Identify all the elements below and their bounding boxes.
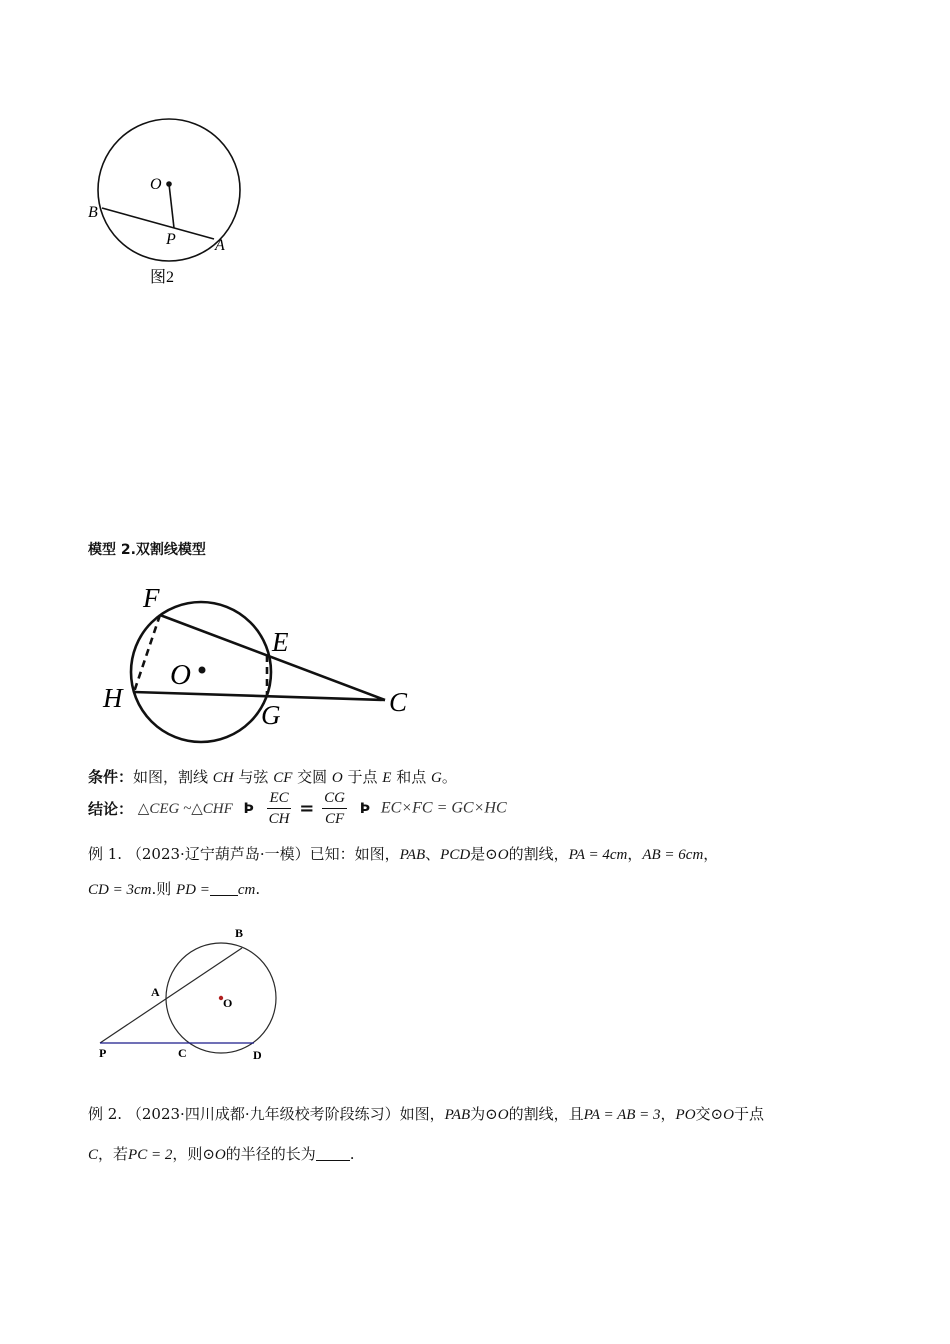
example1-end: . <box>255 880 261 898</box>
example1-o: O <box>497 847 509 863</box>
condition-text-2: 与弦 <box>233 768 274 786</box>
conclusion-similarity: △CEG ~△CHF <box>137 801 233 817</box>
example2-text-2: 的割线，且 <box>508 1105 584 1123</box>
ds-line-hc <box>134 692 385 700</box>
example2-pab: PAB <box>444 1107 471 1123</box>
ds-label-h: H <box>103 683 123 713</box>
example1-pab: PAB <box>399 847 426 863</box>
fig2-caption: 图2 <box>150 269 175 286</box>
condition-e: E <box>382 770 392 786</box>
conclusion-implies-1: Þ <box>243 800 254 817</box>
ds-label-g: G <box>261 700 281 730</box>
ex1-label-a: A <box>151 985 160 999</box>
example2-prefix: 例 2. <box>88 1105 123 1123</box>
example1-figure <box>95 922 295 1067</box>
ex1-label-c: C <box>178 1046 187 1060</box>
double-secant-figure <box>95 578 425 750</box>
ex1-label-p: P <box>99 1046 107 1060</box>
fig2-label-p: P <box>166 231 176 248</box>
example1-pd: PD = <box>176 882 210 898</box>
conclusion-equals: = <box>299 798 315 819</box>
example1-line1 <box>88 843 718 864</box>
fig2-segment-op <box>169 184 174 228</box>
ex1-label-d: D <box>253 1048 262 1062</box>
example1-sep: 、 <box>425 845 441 863</box>
conclusion-label: 结论： <box>88 800 134 818</box>
condition-text-1: 如图，割线 <box>133 768 213 786</box>
example2-text-6: ，则⊙ <box>172 1145 215 1163</box>
conclusion-product: EC×FC = GC×HC <box>380 799 507 817</box>
example1-text-1: 是⊙ <box>470 845 498 863</box>
fraction-2-denominator: CF <box>324 811 345 827</box>
condition-text-6: 。 <box>441 768 457 786</box>
example1-prefix: 例 1. <box>88 845 123 863</box>
model2-heading: 模型 2.双割线模型 <box>88 542 206 558</box>
fraction-2-numerator: CG <box>322 788 347 809</box>
example1-text-2: 的割线， <box>508 845 569 863</box>
condition-label: 条件： <box>88 768 134 786</box>
ex1-label-o: O <box>223 996 233 1010</box>
example1-comma-2: ， <box>703 845 719 863</box>
example2-pc: PC = 2 <box>128 1147 173 1163</box>
example2-o-3: O <box>214 1147 226 1163</box>
fig2-center-dot <box>166 181 172 187</box>
conclusion-fraction-2 <box>322 788 347 829</box>
ds-label-c: C <box>389 687 408 717</box>
ex1-label-b: B <box>235 926 244 940</box>
example2-pa-ab: PA = AB = 3 <box>583 1107 661 1123</box>
example1-pa: PA = 4cm <box>568 847 628 863</box>
condition-cf: CF <box>273 770 293 786</box>
example2-o-2: O <box>723 1107 734 1123</box>
fig2-label-o: O <box>150 176 162 193</box>
example2-text-1: 为⊙ <box>470 1105 498 1123</box>
condition-ch: CH <box>212 770 234 786</box>
example2-o-1: O <box>497 1107 509 1123</box>
ex1-secant-pb <box>100 948 242 1043</box>
example2-text-7: 的半径的长为 <box>225 1145 316 1163</box>
example2-text-5: ，若 <box>98 1145 129 1163</box>
conclusion-implies-2: Þ <box>359 800 371 817</box>
example2-po: PO <box>675 1107 696 1123</box>
example2-end: . <box>349 1145 355 1163</box>
fig2-chord-ab <box>102 208 214 239</box>
fraction-1-denominator: CH <box>268 811 290 827</box>
example2-c: C <box>88 1147 99 1163</box>
model2-condition <box>88 766 457 787</box>
ds-label-f: F <box>143 583 160 613</box>
condition-text-3: 交圆 <box>292 768 332 786</box>
ds-label-o: O <box>170 659 191 691</box>
ds-label-e: E <box>272 627 289 657</box>
conclusion-fraction-1 <box>267 788 292 829</box>
fig2-label-a: A <box>215 237 225 254</box>
example1-comma-1: ， <box>627 845 643 863</box>
ds-center-dot <box>199 667 206 674</box>
example1-unit: cm <box>237 882 256 898</box>
example1-ab: AB = 6cm <box>642 847 704 863</box>
example2-line2 <box>88 1143 355 1164</box>
example1-cd: CD = 3cm <box>88 882 152 898</box>
condition-o: O <box>331 770 343 786</box>
fig2-label-b: B <box>88 204 98 221</box>
example2-comma: ， <box>660 1105 676 1123</box>
model2-conclusion <box>88 788 507 829</box>
figure-2 <box>80 105 260 295</box>
example2-source: （2023·四川成都·九年级校考阶段练习）如图， <box>126 1105 445 1123</box>
condition-g: G <box>431 770 442 786</box>
example2-line1 <box>88 1103 764 1124</box>
example2-text-4: 于点 <box>733 1105 764 1123</box>
example2-text-3: 交⊙ <box>695 1105 724 1123</box>
example2-answer-blank[interactable] <box>316 1146 350 1161</box>
condition-text-5: 和点 <box>391 768 432 786</box>
condition-text-4: 于点 <box>342 768 383 786</box>
example1-source: （2023·辽宁葫芦岛·一模）已知：如图， <box>126 845 400 863</box>
example1-answer-blank[interactable] <box>210 881 238 896</box>
example1-pcd: PCD <box>440 847 471 863</box>
example1-text-3: .则 <box>151 880 176 898</box>
example1-line2 <box>88 878 260 899</box>
fraction-1-numerator: EC <box>267 788 292 809</box>
